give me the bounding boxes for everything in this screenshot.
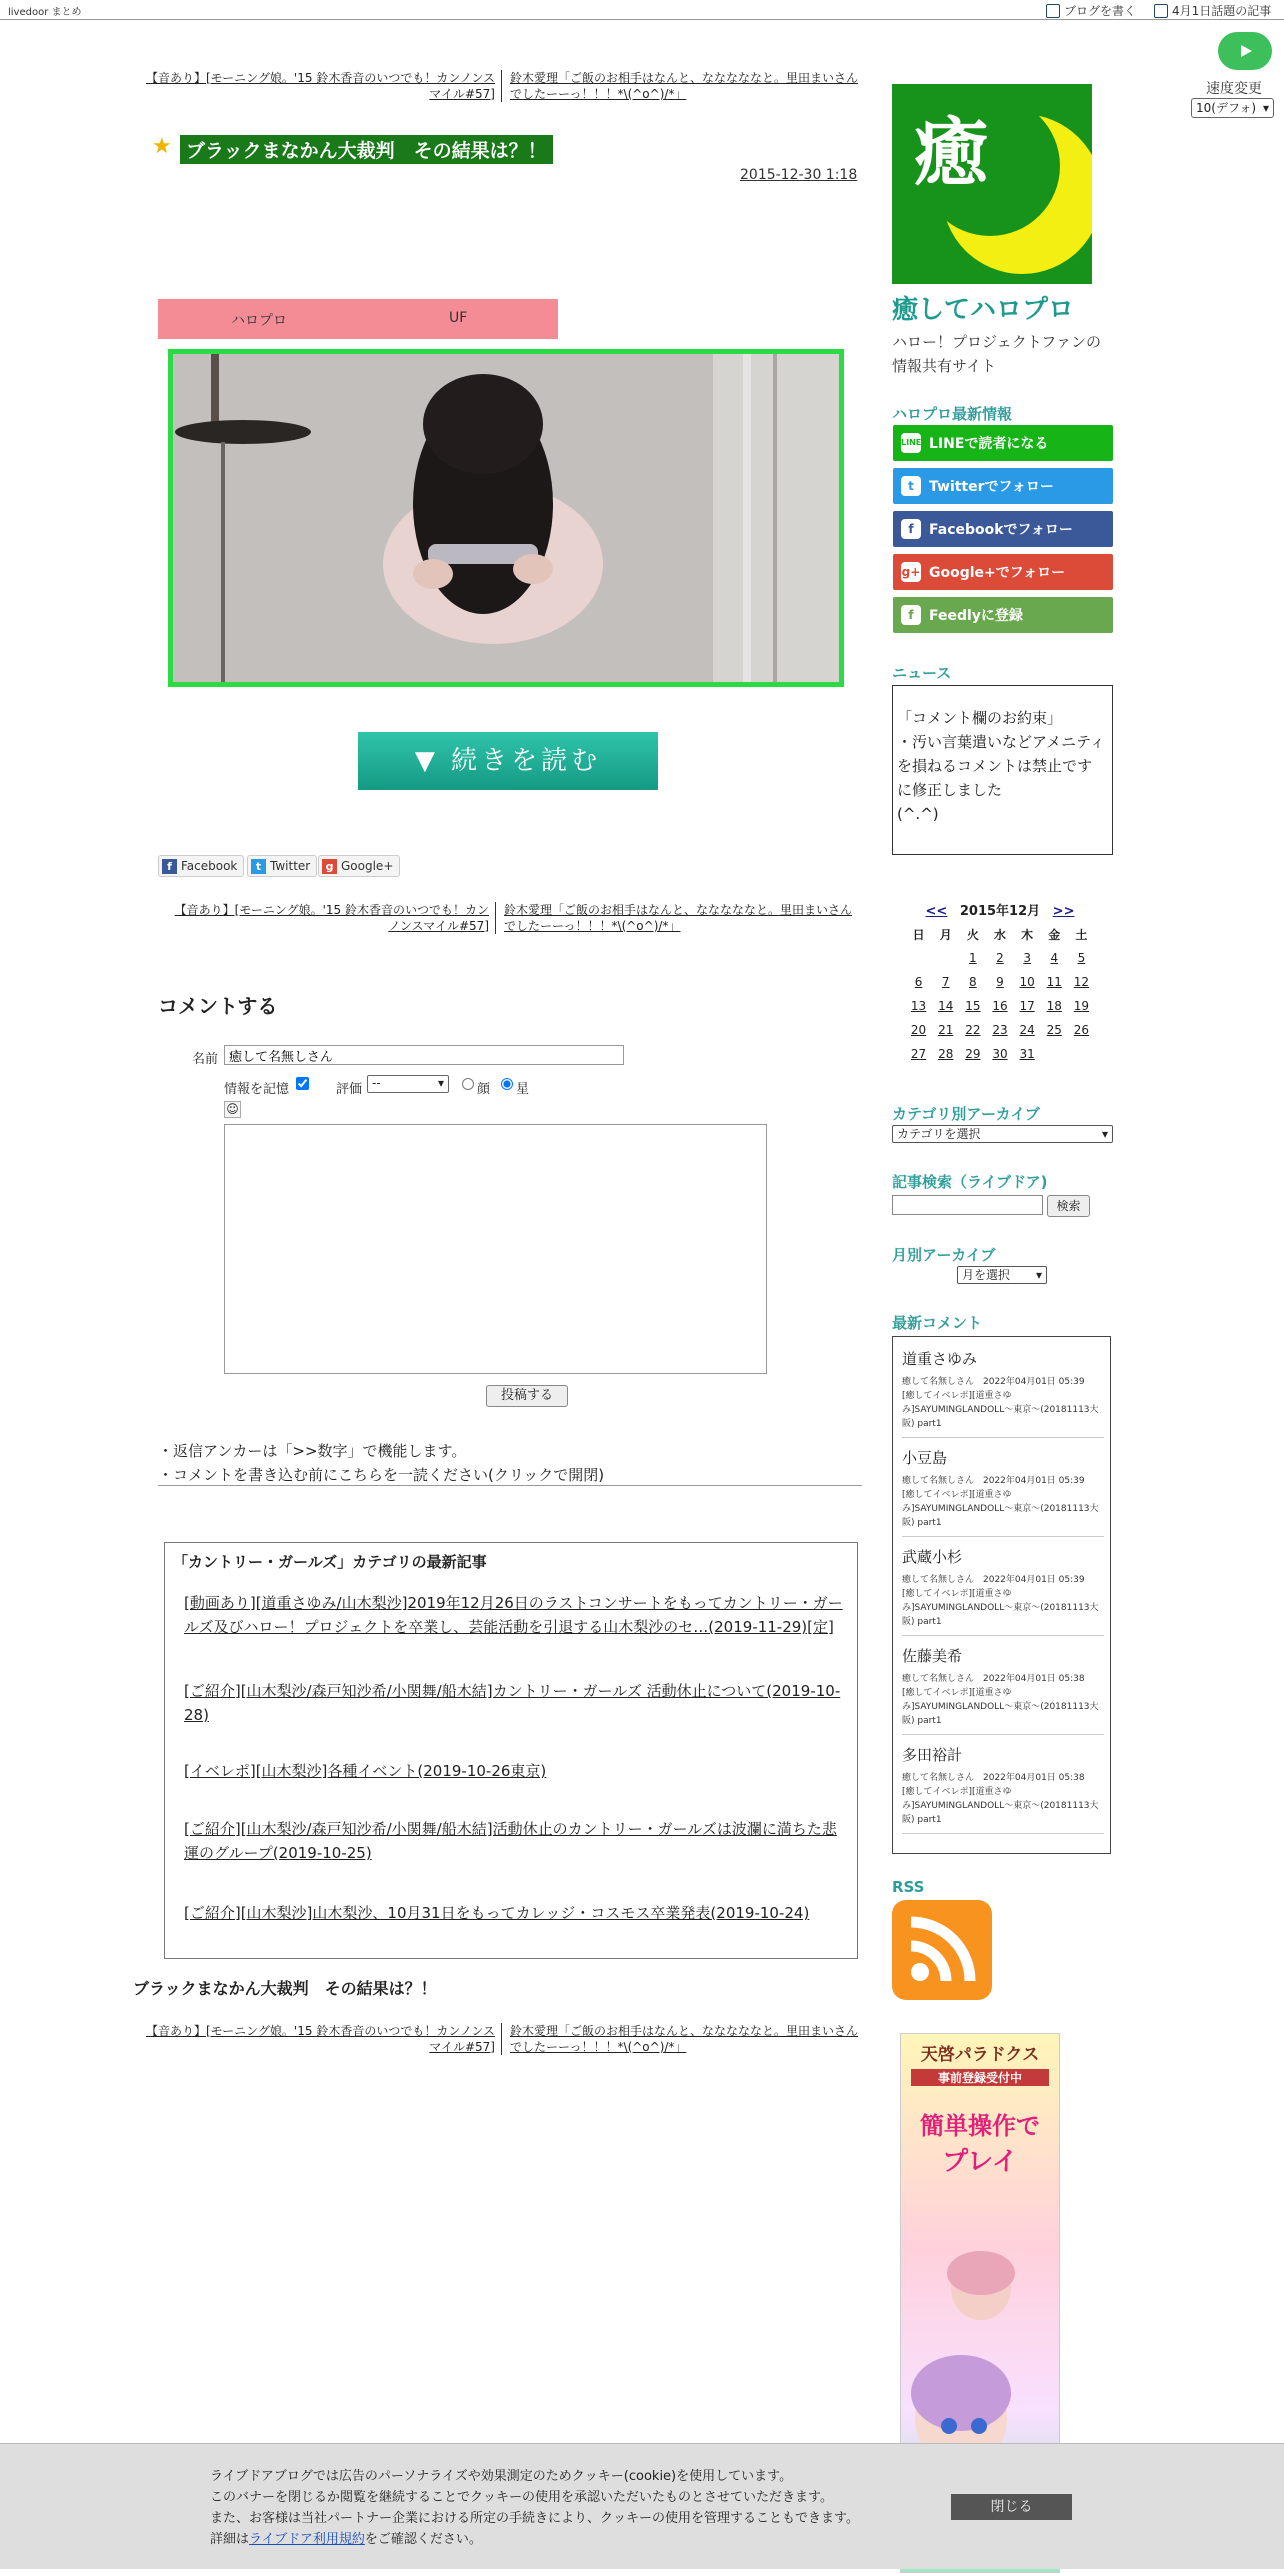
radio-face-label: 顔 <box>477 1082 491 1097</box>
calendar-weekday: 土 <box>1075 927 1088 942</box>
next-article-link[interactable]: 鈴木愛理「ご飯のお相手はなんと、なななななと。里田まいさんでしたーーっ！！！*\(^o^)/*」 <box>510 2024 859 2054</box>
calendar-title: 2015年12月 <box>959 904 1041 919</box>
share-google-label: Google+ <box>341 859 394 873</box>
news-line: に修正しました <box>897 781 1003 799</box>
next-article-link[interactable]: 鈴木愛理「ご飯のお相手はなんと、なななななと。里田まいさんでしたーーっ！！！*\(^o^)/*」 <box>510 71 859 101</box>
calendar-day-link[interactable]: 17 <box>1019 999 1035 1013</box>
post-title: ブラックまなかん大裁判 その結果は？！ <box>180 135 553 164</box>
recent-comment[interactable] <box>902 1448 1104 1537</box>
tag-hello-project[interactable]: ハロプロ <box>231 313 287 329</box>
speed-play-button[interactable] <box>1218 32 1272 70</box>
comment-meta: 癒して名無しさん 2022年04月01日 05:39 <box>902 1476 1085 1486</box>
calendar-week <box>905 970 1095 994</box>
comment-post: [癒してイベレポ][道重さゆみ]SAYUMINGLANDOLL〜東京〜(20181113大阪) part1 <box>902 1787 1099 1825</box>
next-article-link[interactable]: 鈴木愛理「ご飯のお相手はなんと、なななななと。里田まいさんでしたーーっ！！！*\(^o^)/*」 <box>504 903 853 933</box>
share-twitter-label: Twitter <box>270 859 311 873</box>
search-heading: 記事検索（ライブドア) <box>892 1173 1048 1191</box>
share-facebook-button[interactable] <box>158 855 244 877</box>
site-title[interactable]: 癒してハロプロ <box>892 295 1075 325</box>
cookie-line: ライブドアブログでは広告のパーソナライズや効果測定のためクッキー(cookie)を使用しています。 <box>210 2469 793 2484</box>
calendar-cell <box>959 1018 986 1042</box>
line-icon: LINE <box>901 433 921 453</box>
calendar-weekday: 日 <box>912 927 925 942</box>
cookie-text <box>210 2466 859 2550</box>
read-more-button[interactable]: ▼ 続きを読む <box>358 732 658 790</box>
calendar-day-link[interactable]: 24 <box>1019 1023 1035 1037</box>
feedly-follow-label: Feedlyに登録 <box>929 608 1023 624</box>
related-item[interactable]: [ご紹介][山木梨沙]山木梨沙、10月31日をもってカレッジ・コスモス卒業発表(2019-10-24) <box>184 1904 810 1922</box>
calendar-cell <box>1068 1042 1095 1066</box>
recent-comment[interactable] <box>902 1547 1104 1636</box>
calendar-day-link[interactable]: 21 <box>938 1023 954 1037</box>
star-icon: ★ <box>152 134 172 159</box>
comment-meta: 癒して名無しさん 2022年04月01日 05:38 <box>902 1773 1085 1783</box>
comment-text: 小豆島 <box>902 1449 948 1467</box>
calendar-icon <box>1154 4 1168 18</box>
category-select-value: カテゴリを選択 <box>897 1127 981 1141</box>
calendar-day-link[interactable]: 12 <box>1073 975 1090 989</box>
radio-face[interactable] <box>462 1078 474 1090</box>
month-select[interactable] <box>957 1266 1047 1284</box>
calendar-cell <box>932 970 959 994</box>
photo-illustration <box>173 354 839 682</box>
emoji-icon[interactable]: ☺ <box>224 1101 241 1118</box>
calendar-week <box>905 1042 1095 1066</box>
calendar-day-link[interactable]: 13 <box>910 999 927 1013</box>
month-select-value: 月を選択 <box>962 1268 1011 1282</box>
google-plus-icon: g <box>322 859 337 874</box>
comment-text: 武蔵小杉 <box>902 1548 963 1566</box>
facebook-icon: f <box>162 859 177 874</box>
calendar-day-link[interactable]: 20 <box>910 1023 927 1037</box>
facebook-follow-button[interactable] <box>893 511 1113 547</box>
tag-uf[interactable]: UF <box>449 310 468 326</box>
calendar-day-link[interactable]: 8 <box>969 975 977 989</box>
share-twitter-button[interactable] <box>247 855 317 877</box>
news-line: (^.^) <box>897 805 939 823</box>
calendar-cell <box>959 1042 986 1066</box>
twitter-follow-button[interactable] <box>893 468 1113 504</box>
rss-heading: RSS <box>892 1878 925 1896</box>
calendar-day-link[interactable]: 30 <box>992 1047 1008 1061</box>
calendar-day-link[interactable]: 15 <box>965 999 981 1013</box>
related-heading: 「カントリー・ガールズ」カテゴリの最新記事 <box>173 1553 487 1571</box>
cookie-line: このバナーを閉じるか閲覧を継続することでクッキーの使用を承認いただいたものとさせていただきます。 <box>210 2490 833 2505</box>
calendar-week <box>905 994 1095 1018</box>
submit-comment-button[interactable]: 投稿する <box>486 1385 568 1407</box>
calendar-cell <box>1068 946 1095 970</box>
calendar-cell <box>986 1018 1013 1042</box>
facebook-follow-label: Facebookでフォロー <box>929 522 1073 538</box>
calendar-day-link[interactable]: 31 <box>1019 1047 1035 1061</box>
speed-select-value: 10(デフォ) <box>1196 101 1257 115</box>
line-follow-label: LINEで読者になる <box>929 436 1049 452</box>
calendar-cell <box>1014 1018 1041 1042</box>
calendar-day-link[interactable]: 16 <box>992 999 1008 1013</box>
calendar-cell <box>959 970 986 994</box>
ad-subtitle: 事前登録受付中 <box>911 2069 1049 2086</box>
radio-star-label: 星 <box>516 1082 530 1097</box>
calendar-prev-link[interactable]: << <box>925 904 948 919</box>
news-box <box>892 685 1113 855</box>
calendar-day-link[interactable]: 27 <box>910 1047 927 1061</box>
write-blog-link[interactable] <box>1046 2 1136 19</box>
search-button[interactable]: 検索 <box>1047 1195 1090 1217</box>
radio-star[interactable] <box>501 1078 513 1090</box>
calendar-day-link[interactable]: 19 <box>1073 999 1090 1013</box>
calendar-weekday: 水 <box>993 927 1006 942</box>
search-input[interactable] <box>892 1195 1043 1215</box>
cookie-detail-prefix: 詳細は <box>210 2532 250 2547</box>
logo-char: 癒 <box>914 110 988 196</box>
name-input[interactable] <box>224 1045 624 1065</box>
calendar-cell <box>932 994 959 1018</box>
livedoor-logo[interactable]: livedoor まとめ <box>8 7 82 18</box>
rss-icon[interactable] <box>892 1900 992 2000</box>
calendar-cell <box>1041 946 1068 970</box>
chevron-down-icon: ▾ <box>1101 1127 1108 1141</box>
ad-title: 天啓パラドクス <box>920 2045 1040 2065</box>
feedly-icon: f <box>901 605 921 625</box>
chevron-down-icon: ▾ <box>1035 1268 1042 1282</box>
related-item[interactable]: [イベレポ][山木梨沙]各種イベント(2019-10-26東京) <box>184 1762 547 1780</box>
calendar-day-link[interactable]: 26 <box>1073 1023 1090 1037</box>
calendar-day-link[interactable]: 5 <box>1077 951 1086 965</box>
calendar-cell <box>1014 946 1041 970</box>
twitter-follow-label: Twitterでフォロー <box>929 479 1054 495</box>
news-line: 「コメント欄のお約束」 <box>897 709 1063 727</box>
recent-comment[interactable] <box>902 1745 1104 1834</box>
calendar-cell <box>932 1018 959 1042</box>
recent-comments-box <box>892 1336 1111 1854</box>
comment-text: 多田裕計 <box>902 1746 963 1764</box>
calendar-day-link[interactable]: 3 <box>1023 951 1031 965</box>
calendar <box>905 900 1095 1066</box>
calendar-day-link[interactable]: 2 <box>996 951 1004 965</box>
post-photo[interactable] <box>168 349 844 687</box>
calendar-cell <box>1068 994 1095 1018</box>
remember-label: 情報を記憶 <box>224 1082 290 1097</box>
calendar-cell <box>905 1018 932 1042</box>
calendar-cell <box>1068 1018 1095 1042</box>
feedly-follow-button[interactable] <box>893 597 1113 633</box>
line-follow-button[interactable] <box>893 425 1113 461</box>
calendar-weekday: 木 <box>1021 927 1034 942</box>
comment-meta: 癒して名無しさん 2022年04月01日 05:38 <box>902 1674 1085 1684</box>
comment-text: 道重さゆみ <box>902 1350 978 1368</box>
calendar-cell <box>986 970 1013 994</box>
calendar-cell <box>1014 994 1041 1018</box>
calendar-weekdays <box>905 922 1095 946</box>
read-first-note[interactable]: ・コメントを書き込む前にこちらを一読ください(クリックで開閉) <box>158 1466 605 1484</box>
rating-select[interactable] <box>367 1075 449 1093</box>
comment-text: 佐藤美希 <box>902 1647 963 1665</box>
google-follow-button[interactable] <box>893 554 1113 590</box>
calendar-cell <box>986 994 1013 1018</box>
rss-feed-icon <box>892 1900 992 2000</box>
calendar-day-link[interactable]: 23 <box>992 1023 1008 1037</box>
recent-comments-heading: 最新コメント <box>892 1314 983 1332</box>
calendar-day-link[interactable]: 4 <box>1050 951 1059 965</box>
april-article-label: 4月1日話題の記事 <box>1172 4 1272 18</box>
calendar-day-link[interactable]: 9 <box>996 975 1004 989</box>
calendar-cell <box>1041 1042 1068 1066</box>
calendar-cell <box>1041 994 1068 1018</box>
news-heading: ニュース <box>892 664 952 682</box>
calendar-cell <box>905 970 932 994</box>
calendar-day-link[interactable]: 14 <box>938 999 954 1013</box>
category-tag-bar <box>158 299 558 339</box>
site-logo[interactable] <box>892 84 1092 284</box>
prev-article-link[interactable]: 【音あり】[モーニング娘。'15 鈴木香音のいつでも！カンノンスマイル#57] <box>174 903 489 933</box>
comment-meta: 癒して名無しさん 2022年04月01日 05:39 <box>902 1377 1085 1387</box>
divider <box>158 1485 862 1486</box>
calendar-cell <box>959 946 986 970</box>
speed-label: 速度変更 <box>1206 81 1262 97</box>
comment-meta: 癒して名無しさん 2022年04月01日 05:39 <box>902 1575 1085 1585</box>
related-item[interactable]: [ご紹介][山木梨沙/森戸知沙希/小関舞/船木結]活動休止のカントリー・ガールズは波瀾に満ちた悲運のグループ(2019-10-25) <box>184 1820 837 1862</box>
calendar-cell <box>1041 1018 1068 1042</box>
calendar-next-link[interactable]: >> <box>1052 904 1075 919</box>
ad-tagline-2: プレイ <box>942 2147 1018 2177</box>
calendar-week <box>905 946 1095 970</box>
rating-select-value: -- <box>372 1076 381 1090</box>
monthly-archive-heading: 月別アーカイブ <box>892 1246 996 1264</box>
remember-checkbox[interactable] <box>296 1077 309 1090</box>
calendar-day-link[interactable]: 28 <box>938 1047 954 1061</box>
post-date[interactable]: 2015-12-30 1:18 <box>740 167 858 183</box>
calendar-weekday: 月 <box>939 927 952 942</box>
twitter-icon: t <box>901 476 921 496</box>
cookie-detail-suffix: をご確認ください。 <box>364 2532 482 2547</box>
ad-tagline: 簡単操作で <box>920 2112 1040 2140</box>
cookie-consent-bar <box>0 2443 1284 2569</box>
calendar-cell <box>932 1042 959 1066</box>
bottom-post-title: ブラックまなかん大裁判 その結果は？！ <box>133 1979 437 1998</box>
calendar-cell <box>905 994 932 1018</box>
calendar-cell <box>986 1042 1013 1066</box>
calendar-weekday: 火 <box>966 927 979 942</box>
share-google-button[interactable] <box>318 855 400 877</box>
calendar-day-link[interactable]: 7 <box>941 975 950 989</box>
calendar-cell <box>986 946 1013 970</box>
google-follow-label: Google+でフォロー <box>929 565 1066 581</box>
chevron-down-icon: ▾ <box>1262 101 1269 115</box>
anchor-note: ・返信アンカーは「>>数字」で機能します。 <box>158 1442 467 1460</box>
related-item[interactable]: [ご紹介][山木梨沙/森戸知沙希/小関舞/船木結]カントリー・ガールズ 活動休止について(2019-10-28) <box>184 1682 841 1724</box>
prev-article-link[interactable]: 【音あり】[モーニング娘。'15 鈴木香音のいつでも！カンノンスマイル#57] <box>145 71 495 101</box>
comment-textarea[interactable] <box>224 1124 767 1374</box>
calendar-cell <box>905 1042 932 1066</box>
april-article-link[interactable] <box>1154 2 1271 19</box>
category-archive-heading: カテゴリ別アーカイブ <box>892 1105 1040 1123</box>
terms-link[interactable]: ライブドア利用規約 <box>249 2532 365 2547</box>
recent-comment[interactable] <box>902 1646 1104 1735</box>
comment-heading: コメントする <box>158 994 278 1018</box>
calendar-day-link[interactable]: 11 <box>1046 975 1062 989</box>
calendar-weekday: 金 <box>1048 927 1061 942</box>
cookie-close-button[interactable]: 閉じる <box>951 2494 1072 2520</box>
related-item[interactable]: [動画あり][道重さゆみ/山木梨沙]2019年12月26日のラストコンサートをもってカントリー・ガールズ及びハロー！プロジェクトを卒業し、芸能活動を引退する山木梨沙のセ…(2019-11-29)[定] <box>184 1594 843 1636</box>
calendar-day-link[interactable]: 6 <box>914 975 923 989</box>
comment-post: [癒してイベレポ][道重さゆみ]SAYUMINGLANDOLL〜東京〜(20181113大阪) part1 <box>902 1490 1099 1528</box>
calendar-week <box>905 1018 1095 1042</box>
calendar-day-link[interactable]: 18 <box>1046 999 1062 1013</box>
calendar-day-link[interactable]: 1 <box>969 951 977 965</box>
google-plus-icon: g+ <box>901 562 921 582</box>
calendar-day-link[interactable]: 29 <box>965 1047 981 1061</box>
share-facebook-label: Facebook <box>181 859 238 873</box>
calendar-day-link[interactable]: 10 <box>1019 975 1035 989</box>
latest-info-heading: ハロプロ最新情報 <box>892 405 1013 423</box>
calendar-cell <box>959 994 986 1018</box>
name-label: 名前 <box>192 1052 219 1067</box>
calendar-day-link[interactable]: 22 <box>965 1023 981 1037</box>
comment-post: [癒してイベレポ][道重さゆみ]SAYUMINGLANDOLL〜東京〜(20181113大阪) part1 <box>902 1688 1099 1726</box>
pencil-icon <box>1046 4 1060 18</box>
calendar-cell <box>932 946 959 970</box>
site-description: ハロー！プロジェクトファンの情報共有サイト <box>892 333 1101 375</box>
speed-select[interactable] <box>1191 98 1274 118</box>
facebook-icon: f <box>901 519 921 539</box>
recent-comment[interactable] <box>902 1349 1104 1438</box>
twitter-icon: t <box>251 859 266 874</box>
calendar-cell <box>1014 1042 1041 1066</box>
prev-article-link[interactable]: 【音あり】[モーニング娘。'15 鈴木香音のいつでも！カンノンスマイル#57] <box>145 2024 495 2054</box>
calendar-grid <box>905 922 1095 1066</box>
comment-post: [癒してイベレポ][道重さゆみ]SAYUMINGLANDOLL〜東京〜(20181113大阪) part1 <box>902 1391 1099 1429</box>
rating-label: 評価 <box>336 1082 363 1097</box>
calendar-cell <box>1014 970 1041 994</box>
top-bar <box>0 0 1284 20</box>
related-articles-box <box>164 1542 858 1959</box>
calendar-cell <box>905 946 932 970</box>
category-select[interactable] <box>892 1125 1113 1143</box>
chevron-down-icon: ▾ <box>437 1076 444 1090</box>
write-blog-label: ブログを書く <box>1064 4 1137 18</box>
calendar-cell <box>1041 970 1068 994</box>
calendar-day-link[interactable]: 25 <box>1046 1023 1062 1037</box>
calendar-cell <box>1068 970 1095 994</box>
news-line: ・汚い言葉遣いなどアメニティを損ねるコメントは禁止です <box>897 733 1105 775</box>
cookie-line: また、お客様は当社パートナー企業における所定の手続きにより、クッキーの使用を管理することもできます。 <box>210 2511 859 2526</box>
comment-post: [癒してイベレポ][道重さゆみ]SAYUMINGLANDOLL〜東京〜(20181113大阪) part1 <box>902 1589 1099 1627</box>
